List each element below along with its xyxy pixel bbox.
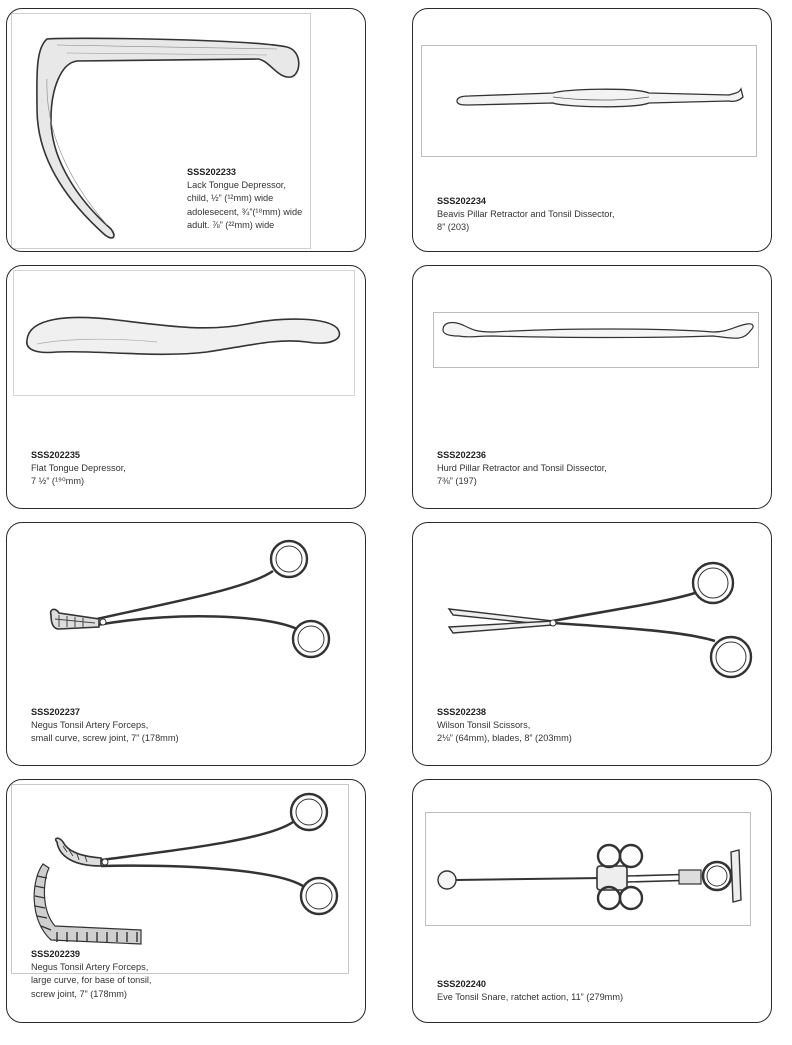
caption-line: 7⅜” (197) bbox=[437, 476, 477, 487]
product-card-sss202237[interactable] bbox=[6, 522, 366, 766]
caption-line: Lack Tongue Depressor, bbox=[187, 180, 286, 191]
caption-line: 2⅛” (64mm), blades, 8” (203mm) bbox=[437, 733, 572, 744]
product-code: SSS202234 bbox=[437, 196, 487, 206]
caption-line: Eve Tonsil Snare, ratchet action, 11” (279mm) bbox=[437, 992, 624, 1003]
product-caption bbox=[31, 449, 126, 489]
caption-line: adolesecent, ¾”(¹⁸mm) wide bbox=[187, 206, 303, 217]
caption-line: 7 ½” (¹⁹⁰mm) bbox=[31, 476, 85, 487]
caption-line: Beavis Pillar Retractor and Tonsil Dissector, bbox=[437, 209, 615, 220]
product-caption bbox=[437, 706, 572, 746]
caption-line: Negus Tonsil Artery Forceps, bbox=[31, 962, 149, 973]
product-card-sss202238[interactable] bbox=[412, 522, 772, 766]
caption-line: child, ½” (¹²mm) wide bbox=[187, 193, 274, 204]
product-code: SSS202236 bbox=[437, 450, 487, 460]
product-card-sss202239[interactable] bbox=[6, 779, 366, 1023]
product-caption bbox=[31, 948, 152, 1001]
product-code: SSS202238 bbox=[437, 707, 487, 717]
product-caption bbox=[437, 195, 615, 235]
caption-line: Negus Tonsil Artery Forceps, bbox=[31, 720, 149, 731]
product-code: SSS202237 bbox=[31, 707, 81, 717]
caption-line: 8” (203) bbox=[437, 222, 470, 233]
product-card-sss202236[interactable] bbox=[412, 265, 772, 509]
product-caption bbox=[437, 449, 607, 489]
product-caption bbox=[437, 978, 623, 1004]
caption-line: adult. ⅞” (²²mm) wide bbox=[187, 219, 275, 230]
product-code: SSS202233 bbox=[187, 167, 237, 177]
caption-line: Flat Tongue Depressor, bbox=[31, 463, 126, 474]
product-caption bbox=[31, 706, 179, 746]
caption-line: Wilson Tonsil Scissors, bbox=[437, 720, 531, 731]
product-caption bbox=[187, 166, 302, 232]
product-card-sss202235[interactable] bbox=[6, 265, 366, 509]
product-card-sss202234[interactable] bbox=[412, 8, 772, 252]
caption-line: large curve, for base of tonsil, bbox=[31, 975, 152, 986]
caption-line: Hurd Pillar Retractor and Tonsil Dissector, bbox=[437, 463, 607, 474]
caption-line: screw joint, 7” (178mm) bbox=[31, 988, 127, 999]
product-code: SSS202239 bbox=[31, 949, 81, 959]
product-code: SSS202240 bbox=[437, 979, 487, 989]
product-card-sss202233[interactable] bbox=[6, 8, 366, 252]
product-card-sss202240[interactable] bbox=[412, 779, 772, 1023]
product-code: SSS202235 bbox=[31, 450, 81, 460]
caption-line: small curve, screw joint, 7” (178mm) bbox=[31, 733, 179, 744]
